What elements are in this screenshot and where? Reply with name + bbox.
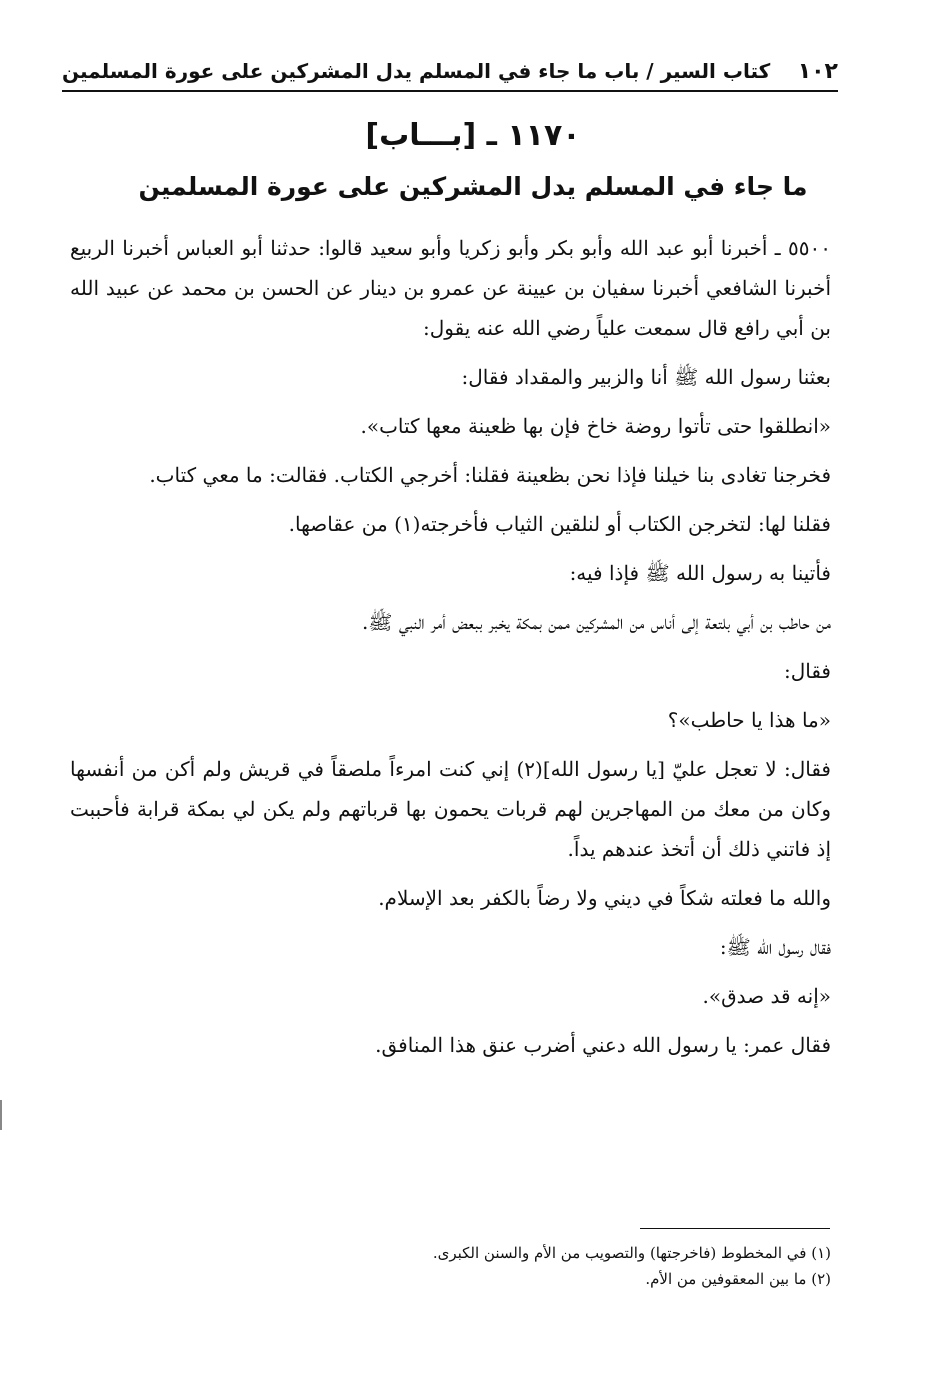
paragraph: «انطلقوا حتى تأتوا روضة خاخ فإن بها ظعينة معها كتاب». xyxy=(360,414,831,438)
scan-edge-mark xyxy=(0,1100,2,1130)
paragraph: «ما هذا يا حاطب»؟ xyxy=(667,708,831,732)
page-header xyxy=(62,52,838,92)
paragraph: «إنه قد صدق». xyxy=(702,984,831,1008)
paragraph: فقال رسول الله ﷺ: xyxy=(719,935,831,959)
paragraph: فقال عمر: يا رسول الله دعني أضرب عنق هذا المنافق. xyxy=(375,1033,831,1057)
paragraph: فقلنا لها: لتخرجن الكتاب أو لنلقين الثياب فأخرجته(١) من عقاصها. xyxy=(288,512,831,536)
paragraph: من حاطب بن أبي بلتعة إلى أناس من المشركين ممن بمكة يخبر ببعض أمر النبي ﷺ. xyxy=(361,610,831,634)
chapter-title: ما جاء في المسلم يدل المشركين على عورة المسلمين xyxy=(138,172,808,201)
paragraph: فقال: xyxy=(783,659,831,683)
footnote: (٢) ما بين المعقوفين من الأم. xyxy=(645,1270,831,1288)
paragraph: والله ما فعلته شكاً في ديني ولا رضاً بالكفر بعد الإسلام. xyxy=(378,886,831,910)
page-number: ١٠٢ xyxy=(797,58,838,84)
footnotes xyxy=(70,1240,831,1292)
paragraph: فقال: لا تعجل عليّ [يا رسول الله](٢) إني كنت امرءاً ملصقاً في قريش ولم أكن من أنفسها وكان من معك من المهاجرين لهم قربات يحمون بها قرباتهم ولم يكن لي بمكة قرابة فأحببت إذ فاتني ذلك أن أتخذ عندهم يداً. xyxy=(70,757,831,861)
paragraph: فخرجنا تغادى بنا خيلنا فإذا نحن بظعينة فقلنا: أخرجي الكتاب. فقالت: ما معي كتاب. xyxy=(149,463,831,487)
footnote: (١) في المخطوط (فاخرجتها) والتصويب من الأم والسنن الكبرى. xyxy=(432,1244,831,1262)
paragraph: فأتينا به رسول الله ﷺ فإذا فيه: xyxy=(569,561,831,585)
paragraph: ٥٥٠٠ ـ أخبرنا أبو عبد الله وأبو بكر وأبو زكريا وأبو سعيد قالوا: حدثنا أبو العباس أخبرنا الربيع أخبرنا الشافعي أخبرنا سفيان بن عيينة عن عمرو بن دينار عن الحسن بن محمد عن عبيد الله بن أبي رافع قال سمعت علياً رضي الله عنه يقول: xyxy=(70,236,831,340)
running-title: كتاب السير / باب ما جاء في المسلم يدل المشركين على عورة المسلمين xyxy=(62,59,771,83)
main-text xyxy=(70,228,831,1074)
paragraph: بعثنا رسول الله ﷺ أنا والزبير والمقداد فقال: xyxy=(461,365,831,389)
chapter-number: ١١٧٠ ـ [بـــاب] xyxy=(365,118,581,153)
footnote-divider xyxy=(640,1228,830,1229)
